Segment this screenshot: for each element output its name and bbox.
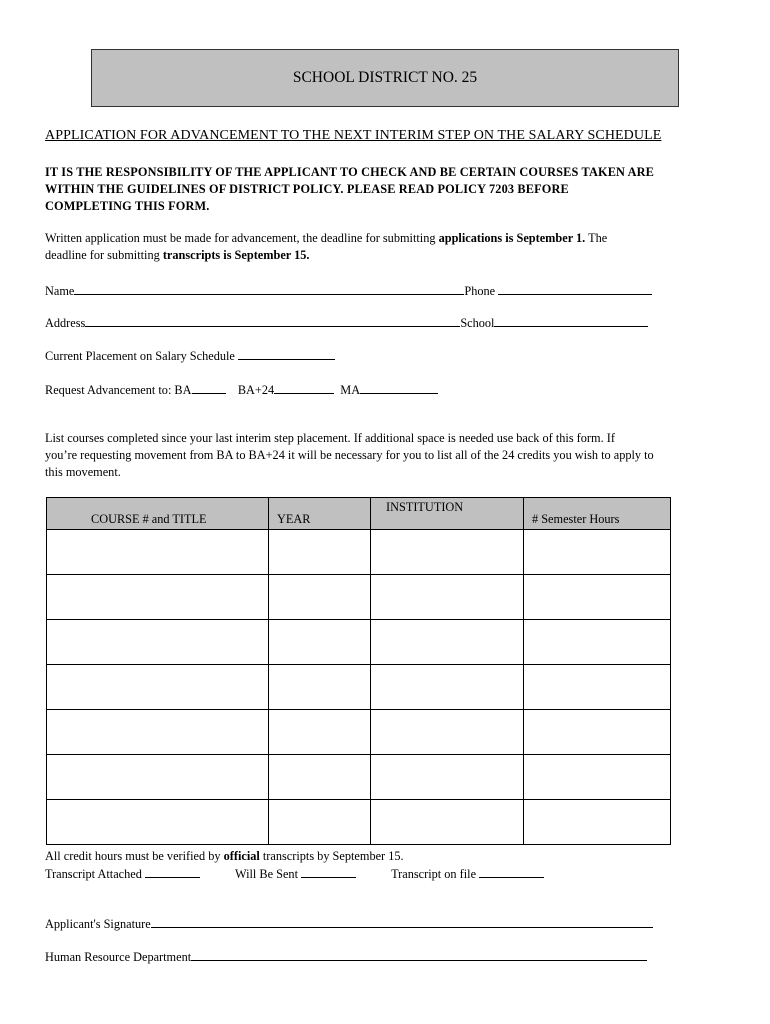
district-header <box>91 49 679 107</box>
responsibility-warning <box>45 164 735 215</box>
will-be-sent-field[interactable] <box>301 866 356 878</box>
courses-intro-line-1: List courses completed since your last interim step placement. If additional space is needed use back of this form. If <box>45 431 615 445</box>
institution-cell[interactable] <box>371 620 524 665</box>
deadline-text-2: deadline for submitting <box>45 248 163 262</box>
course-cell[interactable] <box>47 665 269 710</box>
course-cell[interactable] <box>47 530 269 575</box>
header-institution <box>371 498 524 530</box>
institution-cell[interactable] <box>371 530 524 575</box>
year-cell[interactable] <box>269 665 371 710</box>
courses-intro-line-3: this movement. <box>45 465 121 479</box>
course-cell[interactable] <box>47 575 269 620</box>
deadline-paragraph <box>45 230 735 264</box>
ma-field[interactable] <box>360 382 438 394</box>
phone-label: Phone <box>464 284 496 298</box>
warning-line-1: IT IS THE RESPONSIBILITY OF THE APPLICANT TO CHECK AND BE CERTAIN COURSES TAKEN ARE <box>45 165 655 179</box>
address-label: Address <box>45 316 86 330</box>
semester-hours-cell[interactable] <box>524 710 671 755</box>
year-cell[interactable] <box>269 710 371 755</box>
verification-text: All credit hours must be verified by <box>45 849 224 863</box>
form-title: APPLICATION FOR ADVANCEMENT TO THE NEXT INTERIM STEP ON THE SALARY SCHEDULE <box>45 128 662 143</box>
applicant-signature-row <box>45 916 653 932</box>
header-semester-hours <box>524 498 671 530</box>
verification-text-end: transcripts by September 15. <box>259 849 404 863</box>
courses-table <box>46 497 671 845</box>
institution-cell[interactable] <box>371 800 524 845</box>
semester-hours-cell[interactable] <box>524 530 671 575</box>
transcript-attached-field[interactable] <box>145 866 200 878</box>
address-school-row <box>45 315 648 331</box>
semester-hours-cell[interactable] <box>524 800 671 845</box>
placement-label: Current Placement on Salary Schedule <box>45 349 235 363</box>
warning-line-2: WITHIN THE GUIDELINES OF DISTRICT POLICY. PLEASE READ POLICY 7203 BEFORE <box>45 182 569 196</box>
table-row <box>47 800 671 845</box>
year-cell[interactable] <box>269 755 371 800</box>
year-cell[interactable] <box>269 620 371 665</box>
header-institution-label: INSTITUTION <box>386 500 464 514</box>
course-cell[interactable] <box>47 620 269 665</box>
table-row <box>47 755 671 800</box>
semester-hours-cell[interactable] <box>524 620 671 665</box>
request-label: Request Advancement to: BA <box>45 383 192 397</box>
name-label: Name <box>45 284 75 298</box>
semester-hours-cell[interactable] <box>524 755 671 800</box>
school-label: School <box>460 316 495 330</box>
transcript-attached-label: Transcript Attached <box>45 867 142 881</box>
institution-cell[interactable] <box>371 710 524 755</box>
address-field[interactable] <box>85 315 460 327</box>
hr-department-row <box>45 949 647 965</box>
table-row <box>47 710 671 755</box>
semester-hours-cell[interactable] <box>524 665 671 710</box>
table-row <box>47 530 671 575</box>
course-cell[interactable] <box>47 755 269 800</box>
deadline-text-end: The <box>585 231 608 245</box>
school-field[interactable] <box>494 315 648 327</box>
year-cell[interactable] <box>269 530 371 575</box>
will-be-sent-label: Will Be Sent <box>234 867 299 881</box>
semester-hours-cell[interactable] <box>524 575 671 620</box>
request-row <box>45 382 438 398</box>
transcript-on-file-label: Transcript on file <box>391 867 477 881</box>
table-row <box>47 665 671 710</box>
applications-deadline: applications is September 1. <box>438 231 586 245</box>
header-semester-hours-label: # Semester Hours <box>532 512 620 526</box>
applicant-signature-field[interactable] <box>151 916 653 928</box>
hr-department-label: Human Resource Department <box>45 950 192 964</box>
course-cell[interactable] <box>47 800 269 845</box>
district-title: SCHOOL DISTRICT NO. 25 <box>292 69 478 86</box>
deadline-text: Written application must be made for advancement, the deadline for submitting <box>45 231 439 245</box>
courses-intro-line-2: you’re requesting movement from BA to BA+24 it will be necessary for you to list all of the 24 credits you wish to apply to <box>45 448 654 462</box>
hr-department-field[interactable] <box>191 949 647 961</box>
year-cell[interactable] <box>269 575 371 620</box>
verification-official: official <box>223 849 260 863</box>
ba24-label: BA+24 <box>237 383 275 397</box>
table-row <box>47 575 671 620</box>
phone-field[interactable] <box>498 283 652 295</box>
warning-line-3: COMPLETING THIS FORM. <box>45 199 210 213</box>
courses-intro <box>45 430 735 481</box>
institution-cell[interactable] <box>371 665 524 710</box>
header-course-label: COURSE # and TITLE <box>91 512 207 526</box>
year-cell[interactable] <box>269 800 371 845</box>
header-course <box>47 498 269 530</box>
applicant-signature-label: Applicant's Signature <box>45 917 151 931</box>
table-row <box>47 620 671 665</box>
ba-field[interactable] <box>192 382 226 394</box>
name-phone-row <box>45 283 652 299</box>
transcript-on-file-field[interactable] <box>479 866 544 878</box>
ma-label: MA <box>340 383 361 397</box>
transcripts-deadline: transcripts is September 15. <box>162 248 310 262</box>
name-field[interactable] <box>74 283 464 295</box>
verification-note <box>45 849 404 864</box>
placement-field[interactable] <box>238 348 335 360</box>
transcript-options-row <box>45 866 544 882</box>
course-cell[interactable] <box>47 710 269 755</box>
ba24-field[interactable] <box>274 382 334 394</box>
header-year-label: YEAR <box>277 512 311 526</box>
institution-cell[interactable] <box>371 755 524 800</box>
header-year <box>269 498 371 530</box>
placement-row <box>45 348 335 364</box>
table-header-row <box>47 498 671 530</box>
institution-cell[interactable] <box>371 575 524 620</box>
